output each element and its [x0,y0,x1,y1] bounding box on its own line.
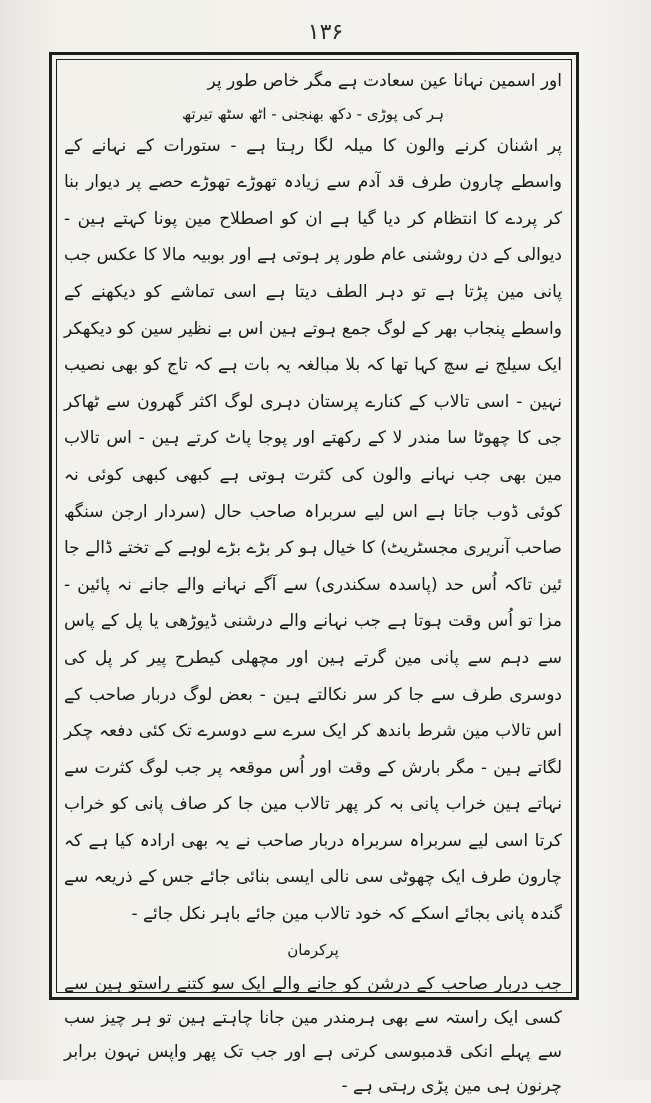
paragraph-1: پر اشنان کرنے والون کا میلہ لگا رہتا ہے - ستورات کے نہانے کے واسطے چارون طرف قد آدم سے زیادہ تھوڑے تھوڑے حصے پر دیوار بنا کر پردے کا انتظام کر دیا گیا ہے ان کو اصطلاح مین پونا کہتے ہین - دیوالی کے دن روشنی عام طور پر ہوتی ہے اور بوبیہ مالا کا عکس جب پانی مین پڑتا ہے تو دہر الطف دیتا ہے اسی تماشے کو دیکھنے کے واسطے پنجاب بھر کے لوگ جمع ہوتے ہین اس بے نظیر سین کو دیکھکر ایک سیلج نے سچ کہا تھا کہ بلا مبالغہ یہ بات ہے کہ تاج کو بھی نصیب نہین - اسی تالاب کے کنارے پرستان دہری لوگ اکثر گھرون سے ٹھاکر جی کا چھوٹا سا مندر لا کے رکھتے اور پوجا پاٹ کرتے ہین - اس تالاب مین بھی جب نہانے والون کی کثرت ہوتی ہے کبھی کبھی کوئی نہ کوئی ڈوب جاتا ہے اس لیے سربراہ صاحب حال (سردار ارجن سنگھ صاحب آنریری مجسٹریٹ) کا خیال ہو کر بڑے بڑے لوہے کے تختے ڈالے جا ئین تاکہ اُس حد (پاسدہ سکندری) سے آگے نہانے والے جانے نہ پائین - مزا تو اُس وقت ہوتا ہے جب نہانے والے درشنی ڈیوڑھی یا پل کے پاس سے دہم سے پانی مین گرتے ہین اور مچھلی کیطرح پیر کر پل کی دوسری طرف سے جا کر سر نکالتے ہین - بعض لوگ دربار صاحب کے اس تالاب مین شرط باندھ کر ایک سرے سے دوسرے تک کئی دفعہ چکر لگاتے ہین - مگر بارش کے وقت اور اُس موقعہ پر جب لوگ کثرت سے نہاتے ہین خراب پانی بہ کر پھر تالاب مین جا کر صاف پانی کو خراب کرتا اسی لیے سربراہ سربراہ دربار صاحب نے یہ بھی ارادہ کیا ہے کہ چارون طرف ایک چھوٹی سی نالی ایسی بنائی جائے جس کے ذریعہ سے گندہ پانی بجائے اسکے کہ خود تالاب مین جائے باہر نکل جائے - [64,135,562,925]
opening-line: اور اسمین نہانا عین سعادت ہے مگر خاص طور پر [207,71,562,91]
paragraph-2: جب دربار صاحب کے درشن کو جانے والے ایک سو کتنے راستو ہین سے کسی ایک راستہ سے بھی ہرمندر مین جانا چاہتے ہین تو ہر چیز سب سے پہلے انکی قدمبوسی کرتی ہے اور جب تک پھر واپس نہون برابر چرنون ہی مین پڑی رہتی ہے - [64,973,562,1096]
page-text [64,63,562,1096]
page-border [49,52,579,1096]
section-title: پرکرمان [287,940,339,959]
page-number: ۱۳۶ [307,20,344,45]
subheading: ہر کی پوڑی - دکھ بھنجنی - اٹھ سٹھ تیرتھ [181,104,444,123]
